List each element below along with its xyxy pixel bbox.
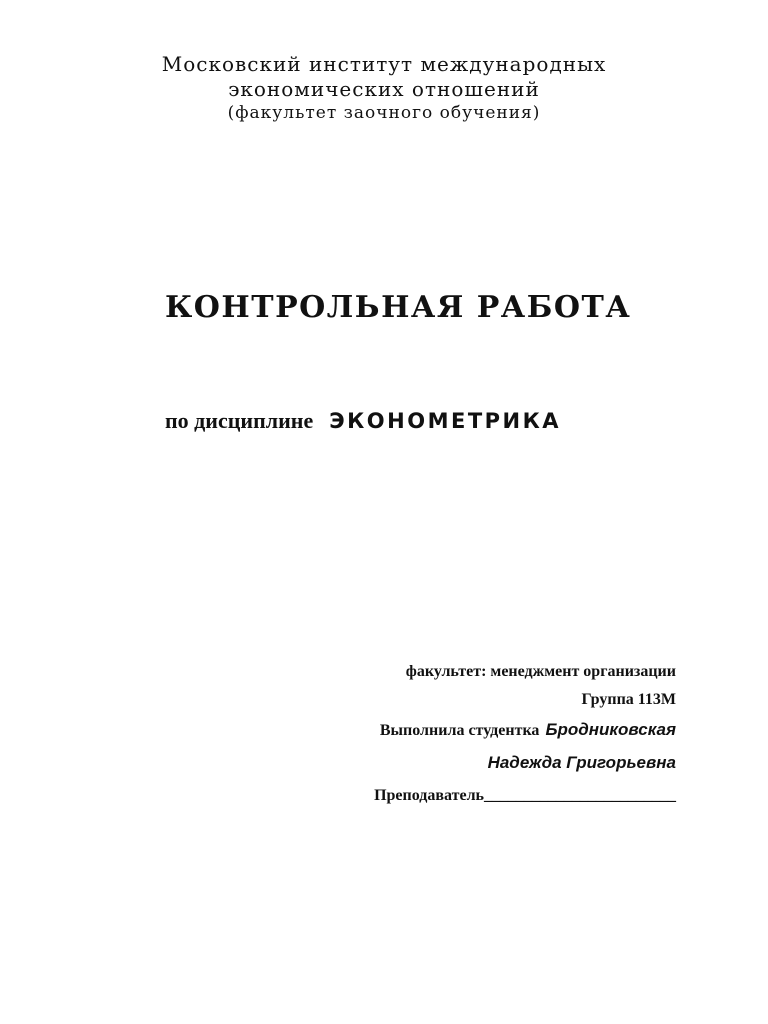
- document-title: КОНТРОЛЬНАЯ РАБОТА: [165, 290, 632, 325]
- student-name-line: [256, 749, 676, 782]
- author-info-block: [256, 660, 676, 812]
- institution-name-line2: экономических отношений: [228, 77, 540, 101]
- performed-by-label: Выполнила студентка: [379, 722, 540, 739]
- student-surname: Бродниковская: [545, 720, 676, 739]
- group-line: Группа 113М: [581, 691, 676, 708]
- discipline-prefix: по дисциплине: [165, 408, 314, 433]
- student-name: Надежда Григорьевна: [487, 753, 676, 772]
- faculty-subtitle: (факультет заочного обучения): [227, 103, 541, 123]
- performed-by-line: [256, 716, 676, 749]
- discipline-subject: ЭКОНОМЕТРИКА: [329, 409, 562, 433]
- institution-name-line1: Московский институт международных: [161, 52, 607, 76]
- discipline-line: [165, 408, 561, 434]
- faculty-line: факультет: менеджмент организации: [405, 663, 676, 680]
- institution-header: [0, 52, 768, 124]
- teacher-line: Преподаватель________________________: [374, 787, 676, 804]
